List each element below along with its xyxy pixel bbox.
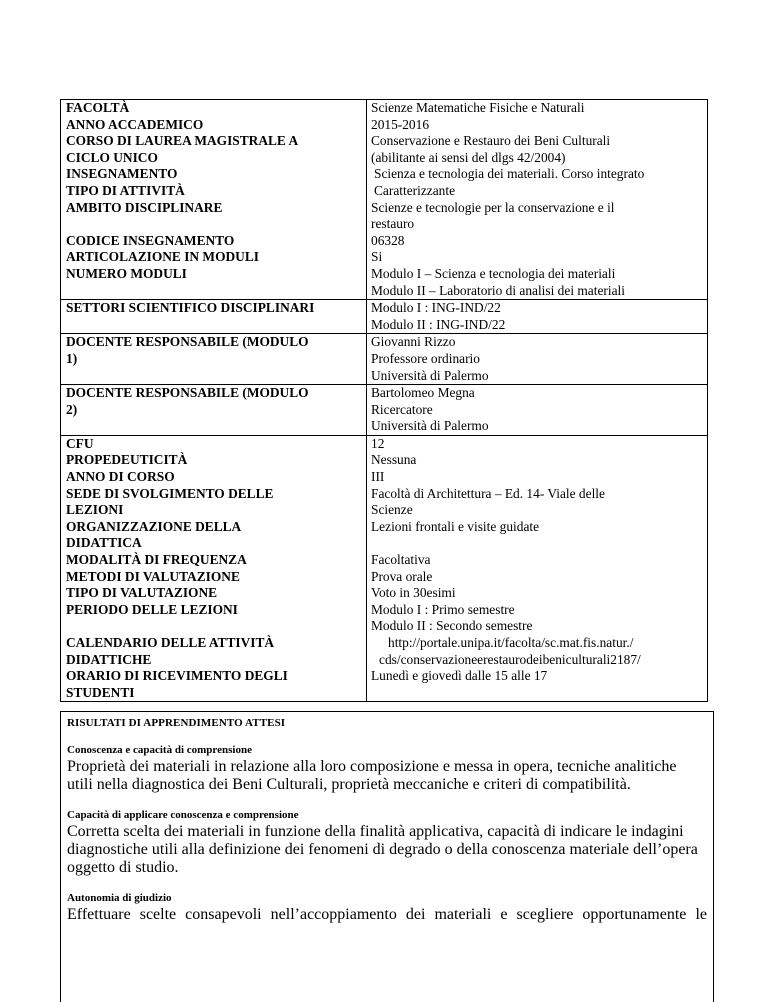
label-codice: CODICE INSEGNAMENTO xyxy=(66,232,235,248)
value-tipo-valutazione: Voto in 30esimi xyxy=(371,585,456,601)
value-docente-2: Bartolomeo Megna Ricercatore Università di Palermo xyxy=(367,385,708,436)
row-facolta xyxy=(61,100,708,300)
row-docente-2 xyxy=(61,385,708,436)
heading-applicare: Capacità di applicare conoscenza e comprensione xyxy=(67,809,299,821)
calendar-link[interactable]: http://portale.unipa.it/facolta/sc.mat.fis.natur./ xyxy=(388,635,634,650)
label-periodo: PERIODO DELLE LEZIONI xyxy=(66,601,238,617)
label-corso-di-laurea: CORSO DI LAUREA MAGISTRALE A xyxy=(66,133,299,149)
paragraph-applicare: Corretta scelta dei materiali in funzione della finalità applicativa, capacità di indicare le indagini diagnostiche utili alla definizione dei fenomeni di degrado o della conoscenza materiale dell’opera oggetto di studio. xyxy=(67,823,698,876)
value-insegnamento: Scienza e tecnologia dei materiali. Corso integrato xyxy=(374,166,645,182)
row-docente-1 xyxy=(61,334,708,385)
label-tipo-attivita: TIPO DI ATTIVITÀ xyxy=(66,182,185,198)
paragraph-conoscenza: Proprietà dei materiali in relazione alla loro composizione e messa in opera, tecniche analitiche utili nella diagnostica dei Beni Culturali, proprietà meccaniche e criteri di compatibilità. xyxy=(67,758,677,793)
row-settori xyxy=(61,300,708,334)
label-calendario: CALENDARIO DELLE ATTIVITÀ xyxy=(66,635,275,650)
value-facolta: Scienze Matematiche Fisiche e Naturali 2015-2016 Conservazione e Restauro dei Beni Culturali (abilitante ai sensi del dlgs 42/2004) Scienza e tecnologia dei materiali. Corso integrato Caratterizzante Scienze e tecnologie per la conservazione e il restauro 06328 Si Modulo I – Scienza e tecnologia dei materiali Modulo II – Laboratorio di analisi dei materiali xyxy=(367,100,708,300)
label-docente-2: DOCENTE RESPONSABILE (MODULO 2) xyxy=(61,385,367,436)
label-settori: SETTORI SCIENTIFICO DISCIPLINARI xyxy=(61,300,367,334)
label-cfu: CFU PROPEDEUTICITÀ ANNO DI CORSO SEDE DI SVOLGIMENTO DELLE LEZIONI ORGANIZZAZIONE DELLA DIDATTICA MODALITÀ DI FREQUENZA METODI DI VALUTAZIONE TIPO DI VALUTAZIONE PERIODO DELLE LEZIONI CALENDARIO DELLE ATTIVITÀ DIDATTICHE ORARIO DI RICEVIMENTO DEGLI STUDENTI xyxy=(61,435,367,702)
row-cfu xyxy=(61,435,708,702)
heading-autonomia: Autonomia di giudizio xyxy=(67,892,172,904)
value-sede: Facoltà di Architettura – Ed. 14- Viale delle xyxy=(371,485,605,501)
label-numero-moduli: NUMERO MODULI xyxy=(66,265,187,281)
value-metodi-valutazione: Prova orale xyxy=(371,568,433,584)
value-propedeuticita: Nessuna xyxy=(371,452,417,468)
value-anno-accademico: 2015-2016 xyxy=(371,116,430,132)
value-codice: 06328 xyxy=(371,232,405,248)
course-info-table xyxy=(60,99,708,702)
value-ricevimento: Lunedì e giovedì dalle 15 alle 17 xyxy=(371,668,548,684)
value-anno-di-corso: III xyxy=(371,469,385,485)
label-sede: SEDE DI SVOLGIMENTO DELLE xyxy=(66,485,274,501)
label-frequenza: MODALITÀ DI FREQUENZA xyxy=(66,552,247,568)
label-anno-accademico: ANNO ACCADEMICO xyxy=(66,116,204,132)
value-cfu: 12 Nessuna III Facoltà di Architettura – Ed. 14- Viale delle Scienze Lezioni frontali e visite guidate Facoltativa Prova orale Voto in 30esimi Modulo I : Primo semestre Modulo II : Secondo semestre http://portale.unipa.it/facolta/sc.mat.fis.natur./ cds/conservazioneerestaurodeibeniculturali2187/ Lunedì e giovedì dalle 15 alle 17 xyxy=(367,435,708,702)
paragraph-autonomia: Effettuare scelte consapevoli nell’accoppiamento dei materiali e scegliere opportunamente le xyxy=(67,906,707,923)
label-facolta: FACOLTÀ ANNO ACCADEMICO CORSO DI LAUREA MAGISTRALE A CICLO UNICO INSEGNAMENTO TIPO DI ATTIVITÀ AMBITO DISCIPLINARE CODICE INSEGNAMENTO ARTICOLAZIONE IN MODULI NUMERO MODULI xyxy=(61,100,367,300)
results-title: RISULTATI DI APPRENDIMENTO ATTESI xyxy=(67,717,286,729)
value-ambito: Scienze e tecnologie per la conservazione e il xyxy=(371,199,615,215)
learning-outcomes-box xyxy=(60,711,714,1002)
value-numero-moduli: Modulo I – Scienza e tecnologia dei materiali xyxy=(371,265,616,281)
label-organizzazione: ORGANIZZAZIONE DELLA xyxy=(66,518,242,534)
label-insegnamento: INSEGNAMENTO xyxy=(66,166,178,182)
value-frequenza: Facoltativa xyxy=(371,552,431,568)
value-organizzazione: Lezioni frontali e visite guidate xyxy=(371,518,540,534)
label-propedeuticita: PROPEDEUTICITÀ xyxy=(66,452,188,468)
label-docente-1: DOCENTE RESPONSABILE (MODULO 1) xyxy=(61,334,367,385)
label-tipo-valutazione: TIPO DI VALUTAZIONE xyxy=(66,585,218,601)
calendar-link-continued[interactable]: cds/conservazioneerestaurodeibeniculturali2187/ xyxy=(379,651,641,667)
value-articolazione: Si xyxy=(371,249,383,265)
heading-conoscenza: Conoscenza e capacità di comprensione xyxy=(67,744,252,756)
value-settori: Modulo I : ING-IND/22 Modulo II : ING-IND/22 xyxy=(367,300,708,334)
value-docente-1: Giovanni Rizzo Professore ordinario Università di Palermo xyxy=(367,334,708,385)
label-metodi-valutazione: METODI DI VALUTAZIONE xyxy=(66,568,240,584)
value-tipo-attivita: Caratterizzante xyxy=(374,182,456,198)
value-corso-di-laurea: Conservazione e Restauro dei Beni Culturali xyxy=(371,133,611,149)
label-ambito: AMBITO DISCIPLINARE xyxy=(66,199,223,215)
label-anno-di-corso: ANNO DI CORSO xyxy=(66,469,175,485)
label-ricevimento: ORARIO DI RICEVIMENTO DEGLI xyxy=(66,668,288,684)
value-periodo: Modulo I : Primo semestre xyxy=(371,601,515,617)
label-articolazione: ARTICOLAZIONE IN MODULI xyxy=(66,249,259,265)
